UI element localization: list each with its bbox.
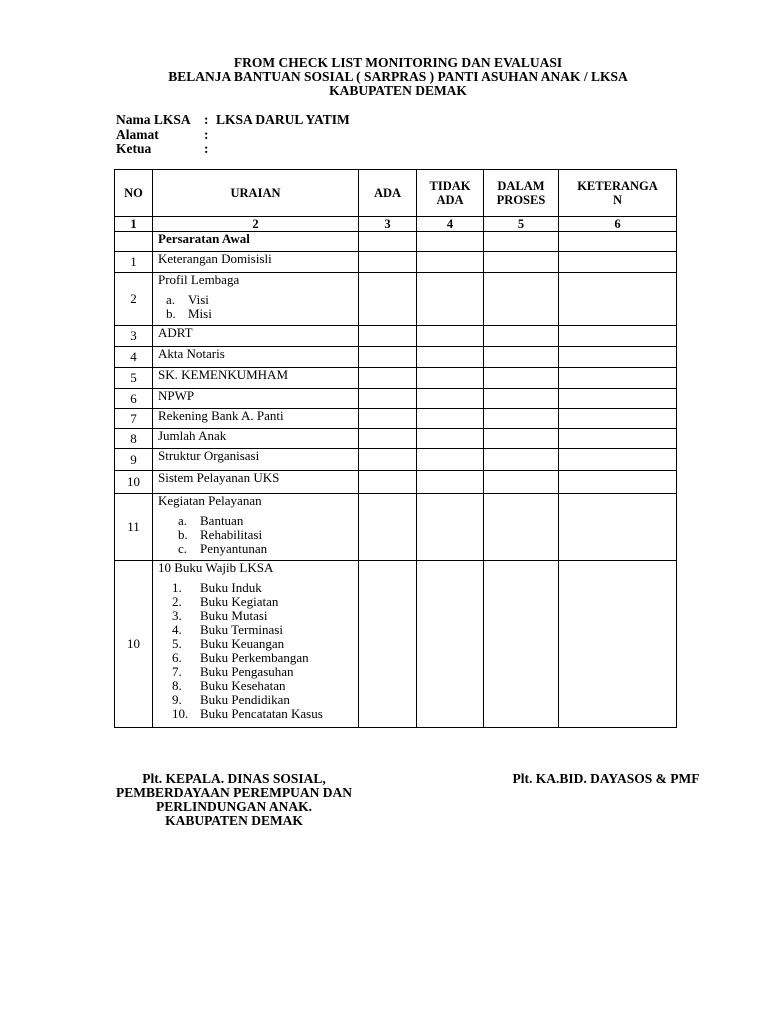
tidak-ada-cell: [417, 347, 484, 368]
list-marker: 5.: [172, 636, 182, 651]
col-header-dalam-proses: [484, 170, 559, 217]
list-marker: 2.: [172, 594, 182, 609]
list-item: [172, 707, 358, 721]
row-number: 2: [115, 273, 153, 326]
ketua-label: Ketua: [116, 141, 152, 156]
list-item: [178, 514, 358, 528]
row-uraian: [153, 347, 359, 368]
table-row: [115, 494, 677, 561]
tidak-ada-cell: [417, 471, 484, 494]
list-marker: 8.: [172, 678, 182, 693]
col-header-tidak-ada: [417, 170, 484, 217]
uraian-sublist: [158, 581, 358, 721]
tidak-ada-cell: [417, 449, 484, 471]
info-row-ketua: [116, 142, 350, 157]
list-text: Buku Pengasuhan: [200, 664, 294, 679]
row-number: 1: [115, 252, 153, 273]
list-text: Buku Pencatatan Kasus: [200, 706, 323, 721]
signature-left: [100, 772, 368, 828]
tidak-ada-line-1: TIDAK: [429, 179, 471, 193]
nama-label: Nama LKSA: [116, 112, 191, 127]
list-marker: 4.: [172, 622, 182, 637]
document-title: [0, 56, 768, 98]
tidak-ada-line-2: ADA: [436, 193, 464, 207]
section-row: [115, 232, 677, 252]
list-marker: a.: [166, 292, 176, 307]
uraian-text: 10 Buku Wajib LKSA: [158, 560, 274, 575]
dalam-proses-cell: [484, 471, 559, 494]
uraian-sublist: [158, 514, 358, 556]
title-line-1: FROM CHECK LIST MONITORING DAN EVALUASI: [233, 55, 563, 70]
list-item: [166, 307, 358, 321]
list-item: [172, 623, 358, 637]
row-uraian: [153, 409, 359, 429]
uraian-text: Profil Lembaga: [158, 272, 240, 287]
ada-cell: [359, 326, 417, 347]
row-uraian: [153, 368, 359, 389]
row-uraian: [153, 252, 359, 273]
list-marker: a.: [178, 513, 188, 528]
list-text: Buku Mutasi: [200, 608, 268, 623]
dalam-proses-cell: [484, 347, 559, 368]
ada-cell: [359, 389, 417, 409]
list-marker: 7.: [172, 664, 182, 679]
signature-left-line-4: KABUPATEN DEMAK: [165, 813, 303, 828]
table-row: [115, 409, 677, 429]
tidak-ada-cell: [417, 368, 484, 389]
list-item: [172, 665, 358, 679]
keterangan-cell: [559, 409, 677, 429]
row-number: 10: [115, 471, 153, 494]
list-text: Buku Terminasi: [200, 622, 283, 637]
list-text: Penyantunan: [200, 541, 268, 556]
row-uraian: [153, 326, 359, 347]
ada-cell: [359, 449, 417, 471]
keterangan-cell: [559, 389, 677, 409]
dalam-proses-cell: [484, 252, 559, 273]
ada-cell: [359, 471, 417, 494]
dalam-proses-cell: [484, 389, 559, 409]
tidak-ada-cell: [417, 429, 484, 449]
col-number: 4: [417, 217, 484, 232]
uraian-text: ADRT: [158, 325, 193, 340]
section-title: Persaratan Awal: [153, 232, 359, 252]
dalam-proses-line-2: PROSES: [496, 193, 546, 207]
keterangan-cell: [559, 252, 677, 273]
row-number: 8: [115, 429, 153, 449]
tidak-ada-cell: [417, 326, 484, 347]
tidak-ada-cell: [417, 561, 484, 728]
keterangan-line-1: KETERANGA: [577, 179, 658, 193]
list-item: [172, 651, 358, 665]
ada-cell: [359, 368, 417, 389]
keterangan-cell: [559, 347, 677, 368]
keterangan-cell: [559, 449, 677, 471]
dalam-proses-cell: [484, 368, 559, 389]
keterangan-cell: [559, 494, 677, 561]
table-row: [115, 273, 677, 326]
row-uraian: [153, 471, 359, 494]
list-item: [172, 581, 358, 595]
column-number-row: [115, 217, 677, 232]
table-row: [115, 252, 677, 273]
table-row: [115, 389, 677, 409]
list-text: Bantuan: [200, 513, 244, 528]
uraian-text: Keterangan Domisisli: [158, 251, 272, 266]
uraian-sublist: [158, 293, 358, 321]
list-text: Rehabilitasi: [200, 527, 263, 542]
col-number: 1: [115, 217, 153, 232]
list-text: Buku Pendidikan: [200, 692, 290, 707]
list-marker: 1.: [172, 580, 182, 595]
list-text: Buku Keuangan: [200, 636, 285, 651]
tidak-ada-cell: [417, 494, 484, 561]
ada-cell: [359, 429, 417, 449]
uraian-text: Jumlah Anak: [158, 428, 227, 443]
list-text: Visi: [188, 292, 209, 307]
row-number: 7: [115, 409, 153, 429]
table-row: [115, 471, 677, 494]
list-marker: b.: [178, 527, 188, 542]
uraian-text: Kegiatan Pelayanan: [158, 493, 262, 508]
table-row: [115, 449, 677, 471]
tidak-ada-cell: [417, 389, 484, 409]
signature-right-line-1: Plt. KA.BID. DAYASOS & PMF: [512, 771, 700, 786]
dalam-proses-cell: [484, 494, 559, 561]
signature-left-line-2: PEMBERDAYAAN PEREMPUAN DAN: [115, 785, 352, 800]
list-item: [178, 528, 358, 542]
list-marker: 9.: [172, 692, 182, 707]
tidak-ada-cell: [417, 409, 484, 429]
keterangan-cell: [559, 471, 677, 494]
row-number: 6: [115, 389, 153, 409]
col-header-uraian: URAIAN: [153, 170, 359, 217]
ada-cell: [359, 252, 417, 273]
keterangan-cell: [559, 561, 677, 728]
keterangan-cell: [559, 368, 677, 389]
col-header-ada: ADA: [359, 170, 417, 217]
list-item: [172, 637, 358, 651]
ada-cell: [359, 273, 417, 326]
col-number: 5: [484, 217, 559, 232]
list-item: [172, 679, 358, 693]
uraian-text: NPWP: [158, 388, 195, 403]
dalam-proses-cell: [484, 326, 559, 347]
col-number: 6: [559, 217, 677, 232]
list-text: Buku Perkembangan: [200, 650, 309, 665]
ada-cell: [359, 561, 417, 728]
checklist-table: [114, 169, 677, 728]
uraian-text: Sistem Pelayanan UKS: [158, 470, 280, 485]
list-item: [172, 609, 358, 623]
row-uraian: [153, 449, 359, 471]
list-item: [172, 595, 358, 609]
list-item: [178, 542, 358, 556]
ketua-colon: :: [204, 141, 209, 156]
row-uraian: [153, 429, 359, 449]
row-number: 3: [115, 326, 153, 347]
signature-right: [496, 772, 716, 786]
uraian-text: Struktur Organisasi: [158, 448, 260, 463]
keterangan-cell: [559, 429, 677, 449]
col-header-keterangan: [559, 170, 677, 217]
row-uraian: [153, 494, 359, 561]
keterangan-cell: [559, 326, 677, 347]
keterangan-line-2: N: [612, 193, 623, 207]
nama-colon: :: [204, 112, 209, 127]
dalam-proses-cell: [484, 429, 559, 449]
col-number: 3: [359, 217, 417, 232]
row-number: 5: [115, 368, 153, 389]
title-line-3: KABUPATEN DEMAK: [329, 83, 467, 98]
list-text: Buku Kesehatan: [200, 678, 286, 693]
alamat-label: Alamat: [116, 126, 159, 142]
uraian-text: Rekening Bank A. Panti: [158, 408, 284, 423]
table-row: [115, 326, 677, 347]
list-marker: 6.: [172, 650, 182, 665]
dalam-proses-cell: [484, 561, 559, 728]
dalam-proses-line-1: DALAM: [497, 179, 545, 193]
signature-left-line-1: Plt. KEPALA. DINAS SOSIAL,: [142, 771, 326, 786]
row-uraian: [153, 389, 359, 409]
header-row: [115, 170, 677, 217]
list-text: Misi: [188, 306, 212, 321]
uraian-text: Akta Notaris: [158, 346, 225, 361]
row-uraian: [153, 561, 359, 728]
lksa-info: [116, 113, 350, 157]
alamat-colon: :: [204, 126, 209, 142]
col-number: 2: [153, 217, 359, 232]
list-text: Buku Kegiatan: [200, 594, 279, 609]
nama-value: LKSA DARUL YATIM: [216, 112, 350, 127]
row-number: 9: [115, 449, 153, 471]
list-marker: c.: [178, 541, 188, 556]
ada-cell: [359, 347, 417, 368]
list-item: [172, 693, 358, 707]
dalam-proses-cell: [484, 273, 559, 326]
ada-cell: [359, 494, 417, 561]
table-row: [115, 368, 677, 389]
keterangan-cell: [559, 273, 677, 326]
info-row-alamat: [116, 128, 350, 143]
list-marker: 3.: [172, 608, 182, 623]
list-text: Buku Induk: [200, 580, 262, 595]
row-uraian: [153, 273, 359, 326]
table-row: [115, 347, 677, 368]
tidak-ada-cell: [417, 252, 484, 273]
list-item: [166, 293, 358, 307]
uraian-text: SK. KEMENKUMHAM: [158, 367, 289, 382]
list-marker: b.: [166, 306, 176, 321]
dalam-proses-cell: [484, 449, 559, 471]
row-number: 4: [115, 347, 153, 368]
col-header-no: NO: [115, 170, 153, 217]
dalam-proses-cell: [484, 409, 559, 429]
title-line-2: BELANJA BANTUAN SOSIAL ( SARPRAS ) PANTI ASUHAN ANAK / LKSA: [168, 69, 628, 84]
info-row-nama: [116, 113, 350, 128]
list-marker: 10.: [172, 706, 189, 721]
ada-cell: [359, 409, 417, 429]
signature-left-line-3: PERLINDUNGAN ANAK.: [155, 799, 312, 814]
tidak-ada-cell: [417, 273, 484, 326]
row-number: 10: [115, 561, 153, 728]
row-number: 11: [115, 494, 153, 561]
table-row: [115, 429, 677, 449]
table-row: [115, 561, 677, 728]
